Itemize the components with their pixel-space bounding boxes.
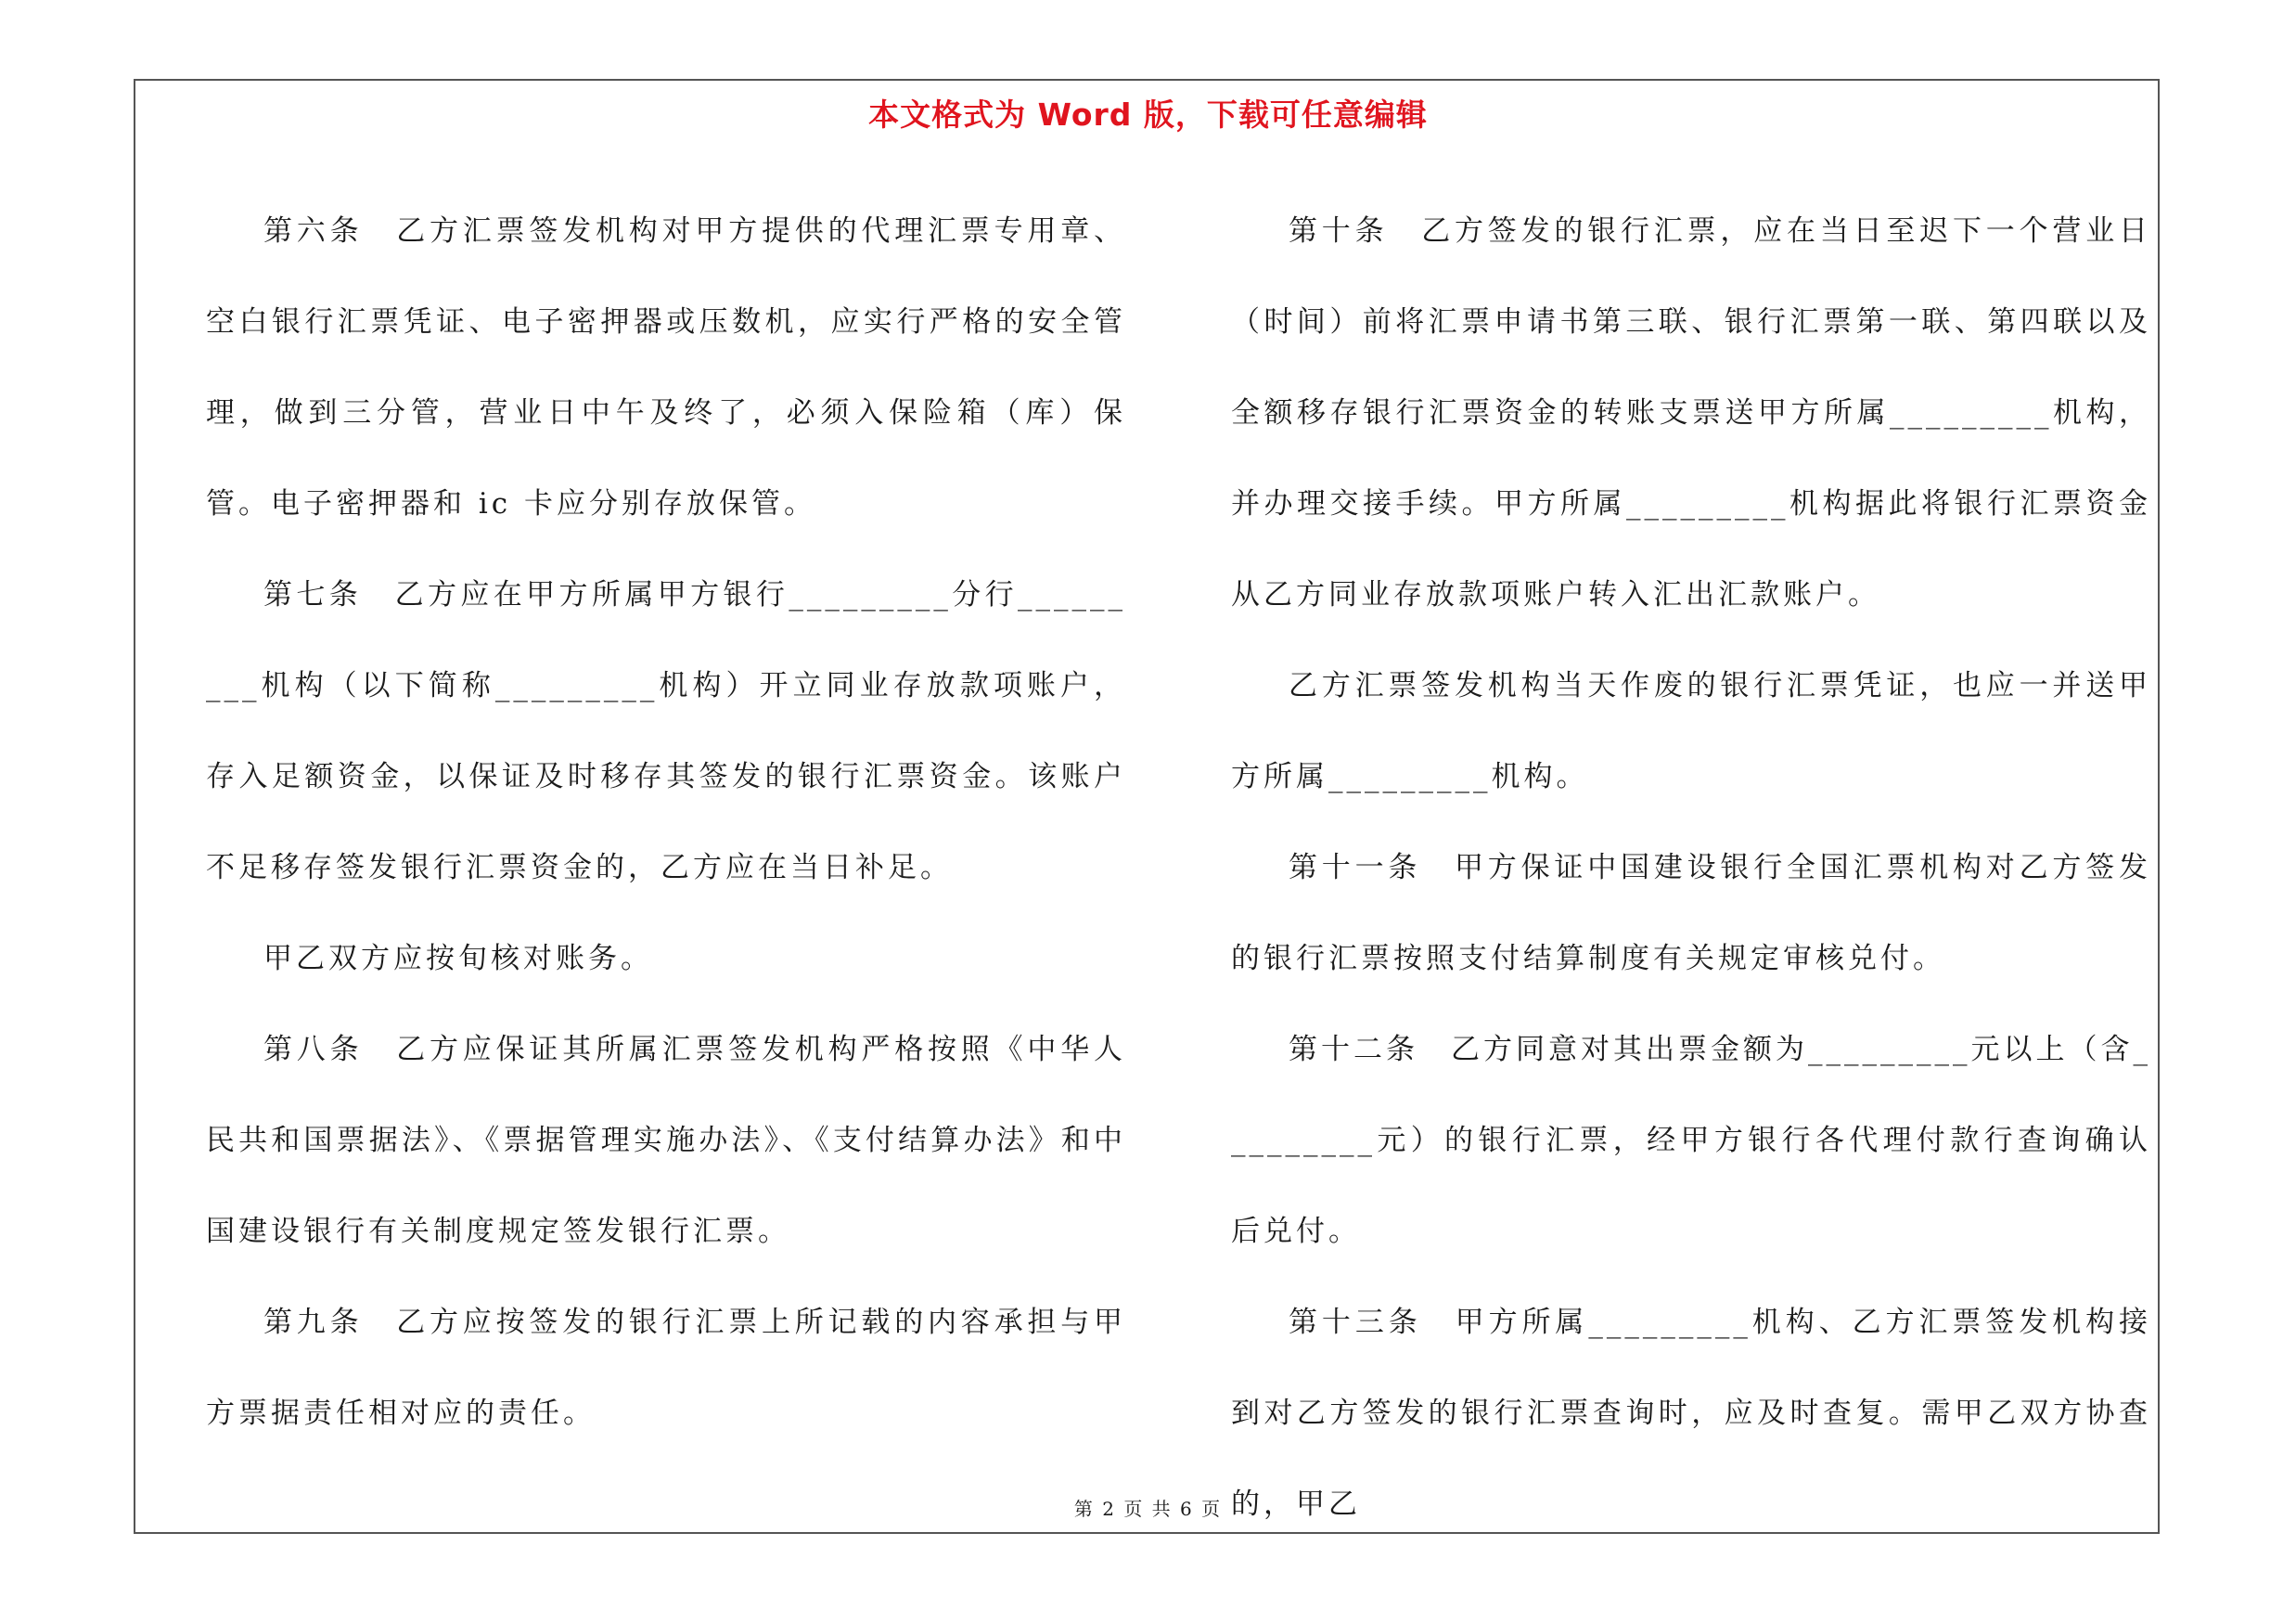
reconciliation-paragraph: 甲乙双方应按旬核对账务。: [263, 942, 653, 975]
article-9-paragraph: 第九条 乙方应按签发的银行汇票上所记载的内容承担与甲方票据责任相对应的责任。: [206, 1306, 1126, 1430]
article-10-paragraph: 第十条 乙方签发的银行汇票，应在当日至迟下一个营业日（时间）前将汇票申请书第三联、银行汇票第一联、第四联以及全额移存银行汇票资金的转账支票送甲方所属_________机构，并办理交接手续。甲方所属_________机构据此将银行汇票资金从乙方同业存放款项账户转入汇出汇款账户。: [1231, 214, 2151, 612]
article-7-paragraph: 第七条 乙方应在甲方所属甲方银行_________分行_________机构（以下简称_________机构）开立同业存放款项账户，存入足额资金，以保证及时移存其签发的银行汇票资金。该账户不足移存签发银行汇票资金的，乙方应在当日补足。: [206, 578, 1126, 884]
article-13-paragraph: 第十三条 甲方所属_________机构、乙方汇票签发机构接到对乙方签发的银行汇票查询时，应及时查复。需甲乙双方协查的，甲乙: [1231, 1306, 2151, 1521]
voided-draft-paragraph: 乙方汇票签发机构当天作废的银行汇票凭证，也应一并送甲方所属_________机构。: [1231, 669, 2151, 793]
article-12-paragraph: 第十二条 乙方同意对其出票金额为_________元以上（含_________元）的银行汇票，经甲方银行各代理付款行查询确认后兑付。: [1231, 1033, 2151, 1248]
right-column: [1231, 186, 2151, 1550]
article-11-paragraph: 第十一条 甲方保证中国建设银行全国汇票机构对乙方签发的银行汇票按照支付结算制度有关规定审核兑付。: [1231, 851, 2151, 975]
article-6-paragraph: 第六条 乙方汇票签发机构对甲方提供的代理汇票专用章、空白银行汇票凭证、电子密押器或压数机，应实行严格的安全管理，做到三分管，营业日中午及终了，必须入保险箱（库）保管。电子密押器和 ic 卡应分别存放保管。: [206, 214, 1126, 521]
header-banner: 本文格式为 Word 版，下载可任意编辑: [868, 97, 1428, 133]
article-8-paragraph: 第八条 乙方应保证其所属汇票签发机构严格按照《中华人民共和国票据法》、《票据管理实施办法》、《支付结算办法》和中国建设银行有关制度规定签发银行汇票。: [206, 1033, 1126, 1248]
page-number: 第 2 页 共 6 页: [1073, 1498, 1223, 1520]
left-column: [206, 186, 1126, 1459]
